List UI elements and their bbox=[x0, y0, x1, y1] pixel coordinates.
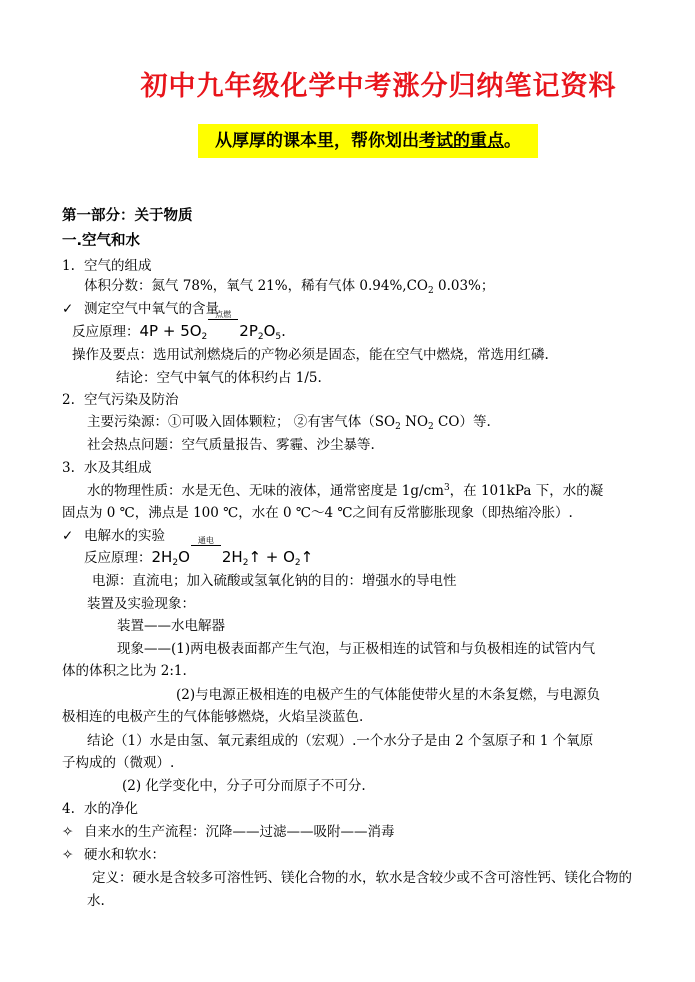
subscript: 2 bbox=[428, 422, 434, 432]
equation-lhs: 4P + 5O bbox=[139, 322, 202, 340]
diamond-text: 自来水的生产流程：沉降——过滤——吸附——消毒 bbox=[84, 824, 395, 840]
diamond-item-1 bbox=[62, 822, 395, 842]
equation-rhs: ↑ + O bbox=[248, 548, 295, 566]
water-props-text-end: ，在 101kPa 下，水的凝 bbox=[449, 483, 604, 499]
part-heading: 第一部分：关于物质 bbox=[62, 208, 193, 224]
equation-lhs: 2H bbox=[151, 548, 173, 566]
check-text: 测定空气中氧气的含量 bbox=[84, 301, 219, 317]
subscript: 2 bbox=[201, 332, 208, 342]
diamond-item-2 bbox=[62, 845, 165, 865]
equation bbox=[151, 536, 314, 568]
item-number: 2. bbox=[62, 392, 75, 408]
diamond-text: 硬水和软水： bbox=[84, 847, 165, 863]
subscript: 2 bbox=[172, 558, 179, 568]
water-props-text: 水的物理性质：水是无色、无味的液体，通常密度是 1g/cm bbox=[87, 483, 444, 499]
subtitle-text: 从厚厚的课本里，帮你划出 bbox=[215, 131, 419, 151]
highlight-subtitle bbox=[198, 124, 538, 158]
condition-text: 通电 bbox=[191, 536, 221, 546]
subscript: 2 bbox=[427, 286, 434, 296]
pollution-sources bbox=[87, 412, 491, 432]
conclusion-water-line2: 子构成的（微观）. bbox=[62, 755, 175, 771]
device-line: 装置——水电解器 bbox=[117, 618, 225, 634]
check-item-1 bbox=[62, 299, 219, 319]
power-source: 电源：直流电；加入硫酸或氢氧化钠的目的：增强水的导电性 bbox=[92, 573, 457, 589]
equation-rhs: ↑ bbox=[300, 548, 314, 566]
item-text: 空气污染及防治 bbox=[84, 392, 179, 408]
equation-rhs: O bbox=[263, 322, 276, 340]
equation-rhs: 2P bbox=[239, 322, 258, 340]
air-composition bbox=[84, 276, 494, 296]
conclusion-oxygen: 结论：空气中氧气的体积约占 1/5. bbox=[116, 370, 322, 386]
subscript: 2 bbox=[257, 332, 264, 342]
diamond-bullet-icon: ✧ bbox=[62, 824, 74, 840]
conclusion-water-line3: (2) 化学变化中，分子可分而原子不可分. bbox=[122, 778, 366, 794]
reaction-equation-1 bbox=[72, 310, 286, 342]
operation-note: 操作及要点：选用试剂燃烧后的产物必须是固态，能在空气中燃烧，常选用红磷. bbox=[72, 347, 549, 363]
equation-lhs: O bbox=[178, 548, 190, 566]
phenomenon-1-line2: 体的体积之比为 2:1. bbox=[62, 663, 187, 679]
conclusion-water-line1: 结论（1）水是由氢、氧元素组成的（宏观）.一个水分子是由 2 个氢原子和 1 个氧原 bbox=[87, 733, 594, 749]
reaction-condition bbox=[191, 536, 221, 567]
equation-end: . bbox=[281, 322, 286, 340]
check-text: 电解水的实验 bbox=[84, 528, 165, 544]
hot-topics: 社会热点问题：空气质量报告、雾霾、沙尘暴等. bbox=[87, 437, 375, 453]
list-item-2 bbox=[62, 390, 179, 410]
pollution-text: NO bbox=[400, 414, 429, 430]
water-properties-line1 bbox=[87, 481, 603, 501]
pollution-text: 主要污染源：①可吸入固体颗粒； ②有害气体（SO bbox=[87, 414, 396, 430]
condition-text: 点燃 bbox=[208, 310, 238, 320]
reaction-condition bbox=[208, 310, 238, 341]
water-properties-line2: 固点为 0 ℃，沸点是 100 ℃，水在 0 ℃～4 ℃之间有反常膨胀现象（即热缩冷胀）. bbox=[62, 505, 573, 521]
subscript: 2 bbox=[294, 558, 301, 568]
composition-text-end: 0.03%； bbox=[433, 278, 495, 294]
document-title: 初中九年级化学中考涨分归纳笔记资料 bbox=[140, 71, 617, 102]
check-item-2 bbox=[62, 526, 165, 546]
superscript: 3 bbox=[443, 483, 450, 493]
reaction-label: 反应原理： bbox=[72, 324, 140, 340]
pollution-text-end: CO）等. bbox=[433, 414, 491, 430]
list-item-1 bbox=[62, 256, 152, 276]
equation-rhs: 2H bbox=[221, 548, 243, 566]
item-number: 1. bbox=[62, 258, 75, 274]
list-item-3 bbox=[62, 458, 152, 478]
definition-line1: 定义：硬水是含较多可溶性钙、镁化合物的水，软水是含较少或不含可溶性钙、镁化合物的 bbox=[92, 870, 632, 886]
item-text: 水的净化 bbox=[84, 801, 138, 817]
subtitle-end: 。 bbox=[504, 131, 521, 151]
phenomenon-2-line1: (2)与电源正极相连的电极产生的气体能使带火星的木条复燃，与电源负 bbox=[176, 687, 601, 703]
item-text: 空气的组成 bbox=[84, 258, 152, 274]
equation bbox=[139, 310, 286, 342]
item-number: 3. bbox=[62, 460, 75, 476]
apparatus-heading: 装置及实验现象： bbox=[87, 596, 195, 612]
subscript: 2 bbox=[395, 422, 401, 432]
subscript: 2 bbox=[242, 558, 249, 568]
subscript: 5 bbox=[275, 332, 282, 342]
section-heading: 一.空气和水 bbox=[62, 233, 141, 249]
diamond-bullet-icon: ✧ bbox=[62, 847, 74, 863]
subtitle-underlined: 考试的重点 bbox=[419, 131, 504, 151]
list-item-4 bbox=[62, 799, 138, 819]
reaction-label: 反应原理： bbox=[84, 550, 152, 566]
phenomenon-2-line2: 极相连的电极产生的气体能够燃烧，火焰呈淡蓝色. bbox=[62, 709, 364, 725]
composition-text: 体积分数：氮气 78%，氧气 21%，稀有气体 0.94%,CO bbox=[84, 278, 428, 294]
checkmark-icon: ✓ bbox=[62, 528, 74, 544]
checkmark-icon: ✓ bbox=[62, 301, 74, 317]
item-text: 水及其组成 bbox=[84, 460, 152, 476]
phenomenon-1-line1: 现象——(1)两电极表面都产生气泡，与正极相连的试管和与负极相连的试管内气 bbox=[117, 641, 596, 657]
definition-line2: 水. bbox=[87, 893, 105, 909]
item-number: 4. bbox=[62, 801, 75, 817]
